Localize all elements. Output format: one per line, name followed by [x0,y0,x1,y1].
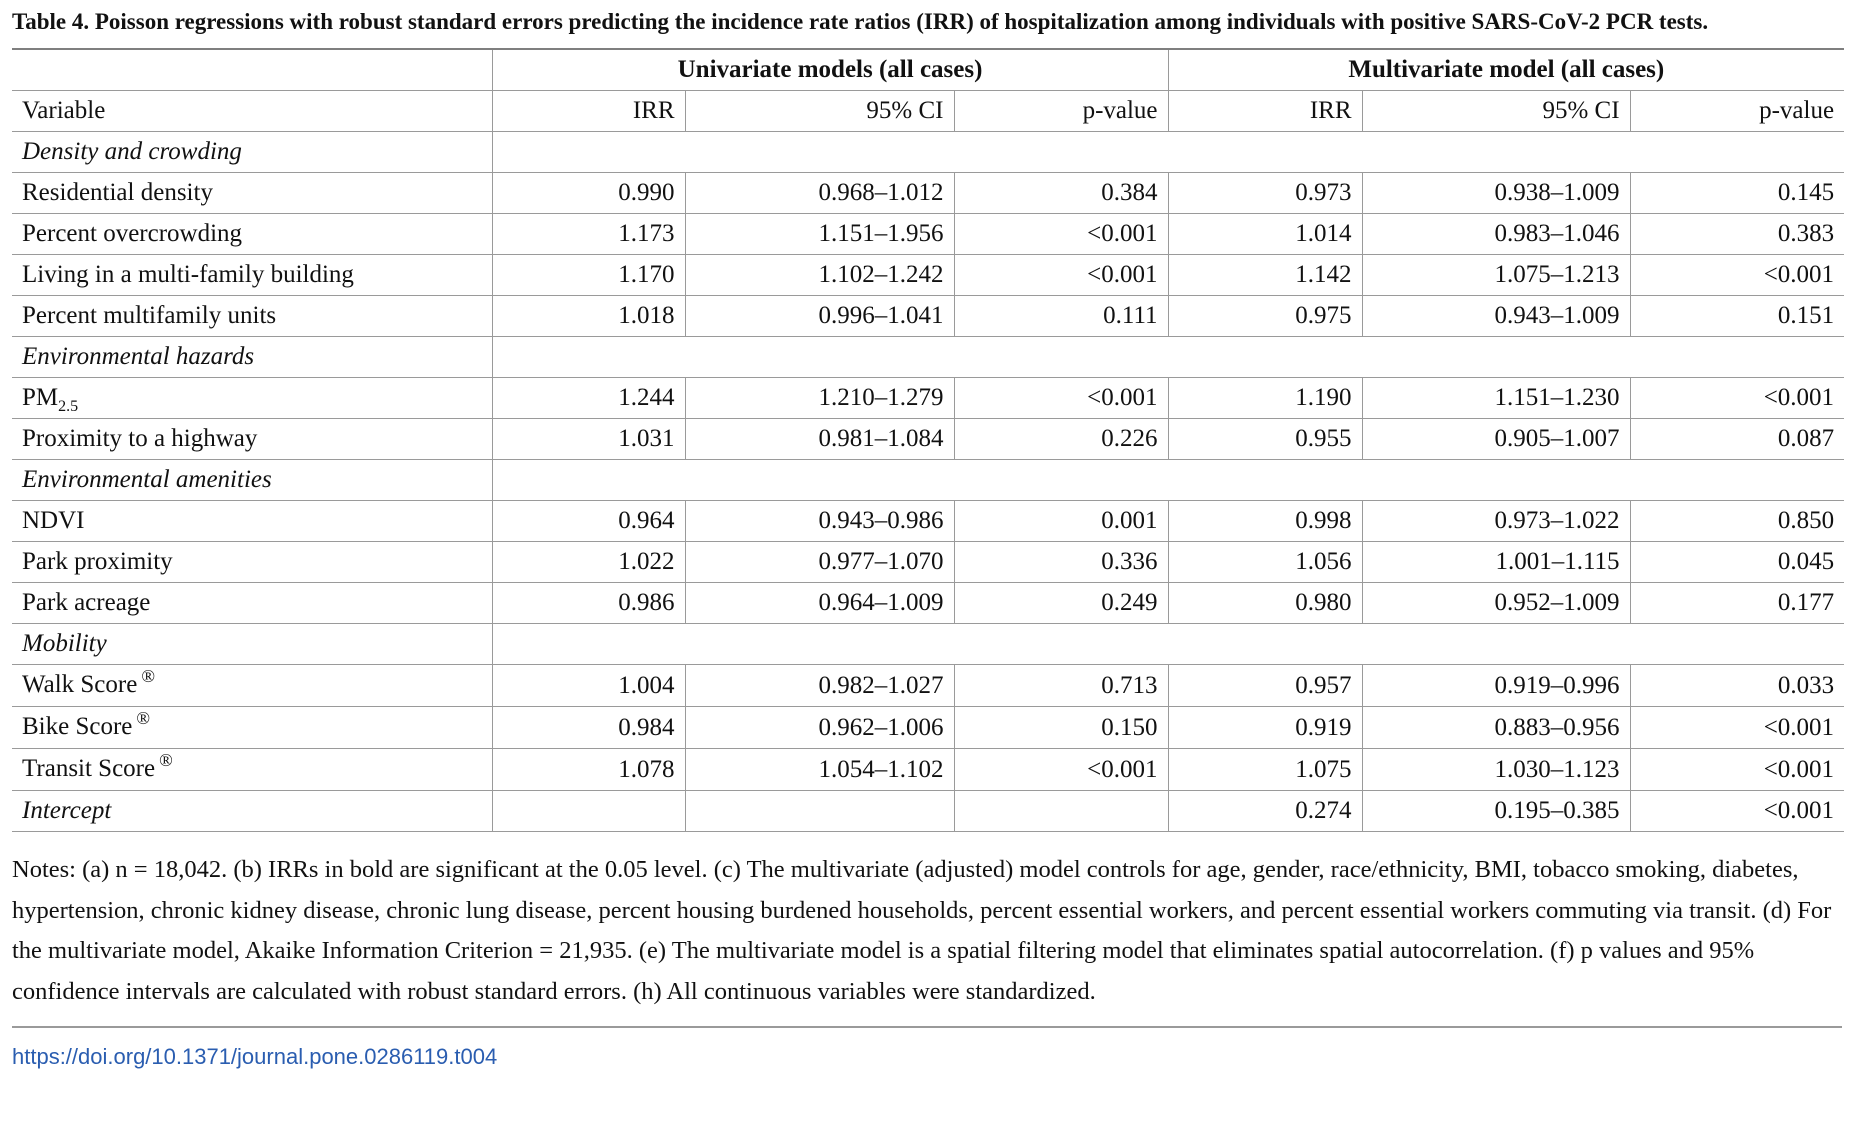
multivariate-irr-cell: 0.955 [1168,419,1362,460]
variable-text: Bike Score [22,713,133,740]
multivariate-pvalue-cell: 0.145 [1630,173,1844,214]
univariate-irr-cell: 1.031 [492,419,685,460]
multivariate-pvalue-cell: 0.151 [1630,296,1844,337]
variable-label [12,665,492,707]
univariate-ci-cell [685,791,954,832]
variable-label [12,583,492,624]
univariate-irr-cell: 1.022 [492,542,685,583]
univariate-pvalue-cell: 0.249 [954,583,1168,624]
multivariate-ci-cell: 1.001–1.115 [1362,542,1630,583]
variable-label [12,214,492,255]
multivariate-pvalue-cell: <0.001 [1630,378,1844,419]
table-row [12,749,1844,791]
group-header-row [12,49,1844,91]
multivariate-pvalue-cell: <0.001 [1630,707,1844,749]
multivariate-ci-cell: 0.943–1.009 [1362,296,1630,337]
univariate-ci-cell: 0.943–0.986 [685,501,954,542]
univariate-pvalue-cell: <0.001 [954,378,1168,419]
variable-text: Percent multifamily units [22,302,277,329]
section-label: Environmental amenities [12,460,492,501]
variable-text: Park proximity [22,548,173,575]
variable-text: Park acreage [22,589,151,616]
multivariate-irr-cell: 0.975 [1168,296,1362,337]
registered-mark: ® [159,750,173,770]
univariate-ci-cell: 1.151–1.956 [685,214,954,255]
variable-text: Intercept [22,797,112,824]
multivariate-ci-cell: 0.905–1.007 [1362,419,1630,460]
univariate-ci-cell: 1.102–1.242 [685,255,954,296]
variable-label [12,749,492,791]
variable-text: Living in a multi-family building [22,261,354,288]
table-row [12,707,1844,749]
univariate-irr-cell: 1.173 [492,214,685,255]
multivariate-irr-cell: 1.056 [1168,542,1362,583]
variable-label [12,255,492,296]
multivariate-irr-cell: 0.980 [1168,583,1362,624]
table-row [12,665,1844,707]
multivariate-ci-header: 95% CI [1362,91,1630,132]
table-figure [0,6,1850,1070]
table-notes: Notes: (a) n = 18,042. (b) IRRs in bold are significant at the 0.05 level. (c) The multivariate (adjusted) model controls for age, gender, race/ethnicity, BMI, tobacco smoking, diabetes, hypertension, chronic kidney disease, chronic lung disease, percent housing burdened households, percent essential workers, and percent essential workers commuting via transit. (d) For the multivariate model, Akaike Information Criterion = 21,935. (e) The multivariate model is a spatial filtering model that eliminates spatial autocorrelation. (f) p values and 95% confidence intervals are calculated with robust standard errors. (h) All continuous variables were standardized. [12,850,1842,1028]
section-blank [492,460,1844,501]
section-row [12,132,1844,173]
multivariate-pvalue-cell: <0.001 [1630,791,1844,832]
variable-label [12,419,492,460]
multivariate-irr-cell: 1.190 [1168,378,1362,419]
variable-text: Walk Score [22,671,138,698]
section-row [12,624,1844,665]
univariate-irr-header: IRR [492,91,685,132]
univariate-ci-cell: 0.968–1.012 [685,173,954,214]
multivariate-pvalue-cell: 0.033 [1630,665,1844,707]
table-row [12,501,1844,542]
univariate-pvalue-cell: 0.001 [954,501,1168,542]
section-row [12,460,1844,501]
multivariate-pvalue-cell: <0.001 [1630,749,1844,791]
univariate-pvalue-cell: 0.384 [954,173,1168,214]
multivariate-pvalue-cell: 0.383 [1630,214,1844,255]
univariate-pvalue-cell: 0.150 [954,707,1168,749]
registered-mark: ® [136,708,151,728]
univariate-pvalue-cell: 0.111 [954,296,1168,337]
subscript: 2.5 [58,398,79,415]
multivariate-irr-cell: 0.998 [1168,501,1362,542]
table-row [12,173,1844,214]
table-row [12,214,1844,255]
section-blank [492,624,1844,665]
multivariate-irr-cell: 0.957 [1168,665,1362,707]
section-label: Mobility [12,624,492,665]
section-label: Density and crowding [12,132,492,173]
table-row [12,255,1844,296]
multivariate-group-header: Multivariate model (all cases) [1168,49,1844,91]
table-row [12,419,1844,460]
univariate-pvalue-cell: <0.001 [954,255,1168,296]
table-row [12,296,1844,337]
table-caption: Table 4. Poisson regressions with robust standard errors predicting the incidence rate ratios (IRR) of hospitalization among individuals with positive SARS-CoV-2 PCR tests. [12,9,1709,34]
univariate-ci-cell: 0.982–1.027 [685,665,954,707]
variable-label [12,173,492,214]
multivariate-irr-cell: 1.142 [1168,255,1362,296]
multivariate-pvalue-cell: 0.087 [1630,419,1844,460]
univariate-ci-cell: 0.981–1.084 [685,419,954,460]
multivariate-irr-cell: 1.075 [1168,749,1362,791]
univariate-irr-cell: 1.078 [492,749,685,791]
table-row [12,542,1844,583]
doi-link[interactable]: https://doi.org/10.1371/journal.pone.0286119.t004 [12,1044,498,1069]
variable-label [12,542,492,583]
multivariate-ci-cell: 0.919–0.996 [1362,665,1630,707]
multivariate-ci-cell: 1.075–1.213 [1362,255,1630,296]
univariate-ci-cell: 0.977–1.070 [685,542,954,583]
univariate-irr-cell: 1.170 [492,255,685,296]
variable-label [12,296,492,337]
multivariate-irr-cell: 0.919 [1168,707,1362,749]
variable-label [12,378,492,419]
multivariate-ci-cell: 1.151–1.230 [1362,378,1630,419]
univariate-ci-cell: 0.962–1.006 [685,707,954,749]
univariate-irr-cell: 0.990 [492,173,685,214]
univariate-irr-cell [492,791,685,832]
multivariate-pvalue-cell: 0.850 [1630,501,1844,542]
variable-text: Residential density [22,179,213,206]
variable-label [12,791,492,832]
table-row [12,791,1844,832]
column-header-row [12,91,1844,132]
multivariate-pvalue-cell: 0.045 [1630,542,1844,583]
variable-label [12,707,492,749]
univariate-irr-cell: 0.964 [492,501,685,542]
multivariate-ci-cell: 0.195–0.385 [1362,791,1630,832]
univariate-pvalue-header: p-value [954,91,1168,132]
univariate-pvalue-cell: 0.226 [954,419,1168,460]
registered-mark: ® [141,666,155,686]
section-row [12,337,1844,378]
table-body [12,132,1844,832]
univariate-irr-cell: 1.244 [492,378,685,419]
multivariate-irr-cell: 1.014 [1168,214,1362,255]
univariate-group-header: Univariate models (all cases) [492,49,1168,91]
variable-text: Proximity to a highway [22,425,258,452]
multivariate-pvalue-cell: <0.001 [1630,255,1844,296]
variable-label [12,501,492,542]
univariate-ci-cell: 1.054–1.102 [685,749,954,791]
univariate-irr-cell: 0.984 [492,707,685,749]
univariate-ci-cell: 0.996–1.041 [685,296,954,337]
univariate-pvalue-cell [954,791,1168,832]
multivariate-irr-header: IRR [1168,91,1362,132]
univariate-ci-cell: 0.964–1.009 [685,583,954,624]
variable-text: Percent overcrowding [22,220,243,247]
section-blank [492,337,1844,378]
blank-header-cell [12,49,492,91]
univariate-pvalue-cell: <0.001 [954,749,1168,791]
univariate-irr-cell: 1.018 [492,296,685,337]
section-blank [492,132,1844,173]
variable-text: NDVI [22,507,85,534]
table-row [12,583,1844,624]
univariate-pvalue-cell: 0.713 [954,665,1168,707]
variable-text: Transit Score [22,755,156,782]
univariate-irr-cell: 0.986 [492,583,685,624]
multivariate-ci-cell: 0.973–1.022 [1362,501,1630,542]
variable-header: Variable [12,91,492,132]
multivariate-irr-cell: 0.274 [1168,791,1362,832]
regression-table [12,48,1844,832]
univariate-pvalue-cell: 0.336 [954,542,1168,583]
multivariate-irr-cell: 0.973 [1168,173,1362,214]
univariate-ci-cell: 1.210–1.279 [685,378,954,419]
multivariate-ci-cell: 1.030–1.123 [1362,749,1630,791]
multivariate-pvalue-header: p-value [1630,91,1844,132]
univariate-irr-cell: 1.004 [492,665,685,707]
multivariate-ci-cell: 0.952–1.009 [1362,583,1630,624]
multivariate-ci-cell: 0.983–1.046 [1362,214,1630,255]
multivariate-ci-cell: 0.938–1.009 [1362,173,1630,214]
multivariate-ci-cell: 0.883–0.956 [1362,707,1630,749]
multivariate-pvalue-cell: 0.177 [1630,583,1844,624]
table-row [12,378,1844,419]
univariate-pvalue-cell: <0.001 [954,214,1168,255]
univariate-ci-header: 95% CI [685,91,954,132]
variable-text: PM [22,384,59,411]
section-label: Environmental hazards [12,337,492,378]
